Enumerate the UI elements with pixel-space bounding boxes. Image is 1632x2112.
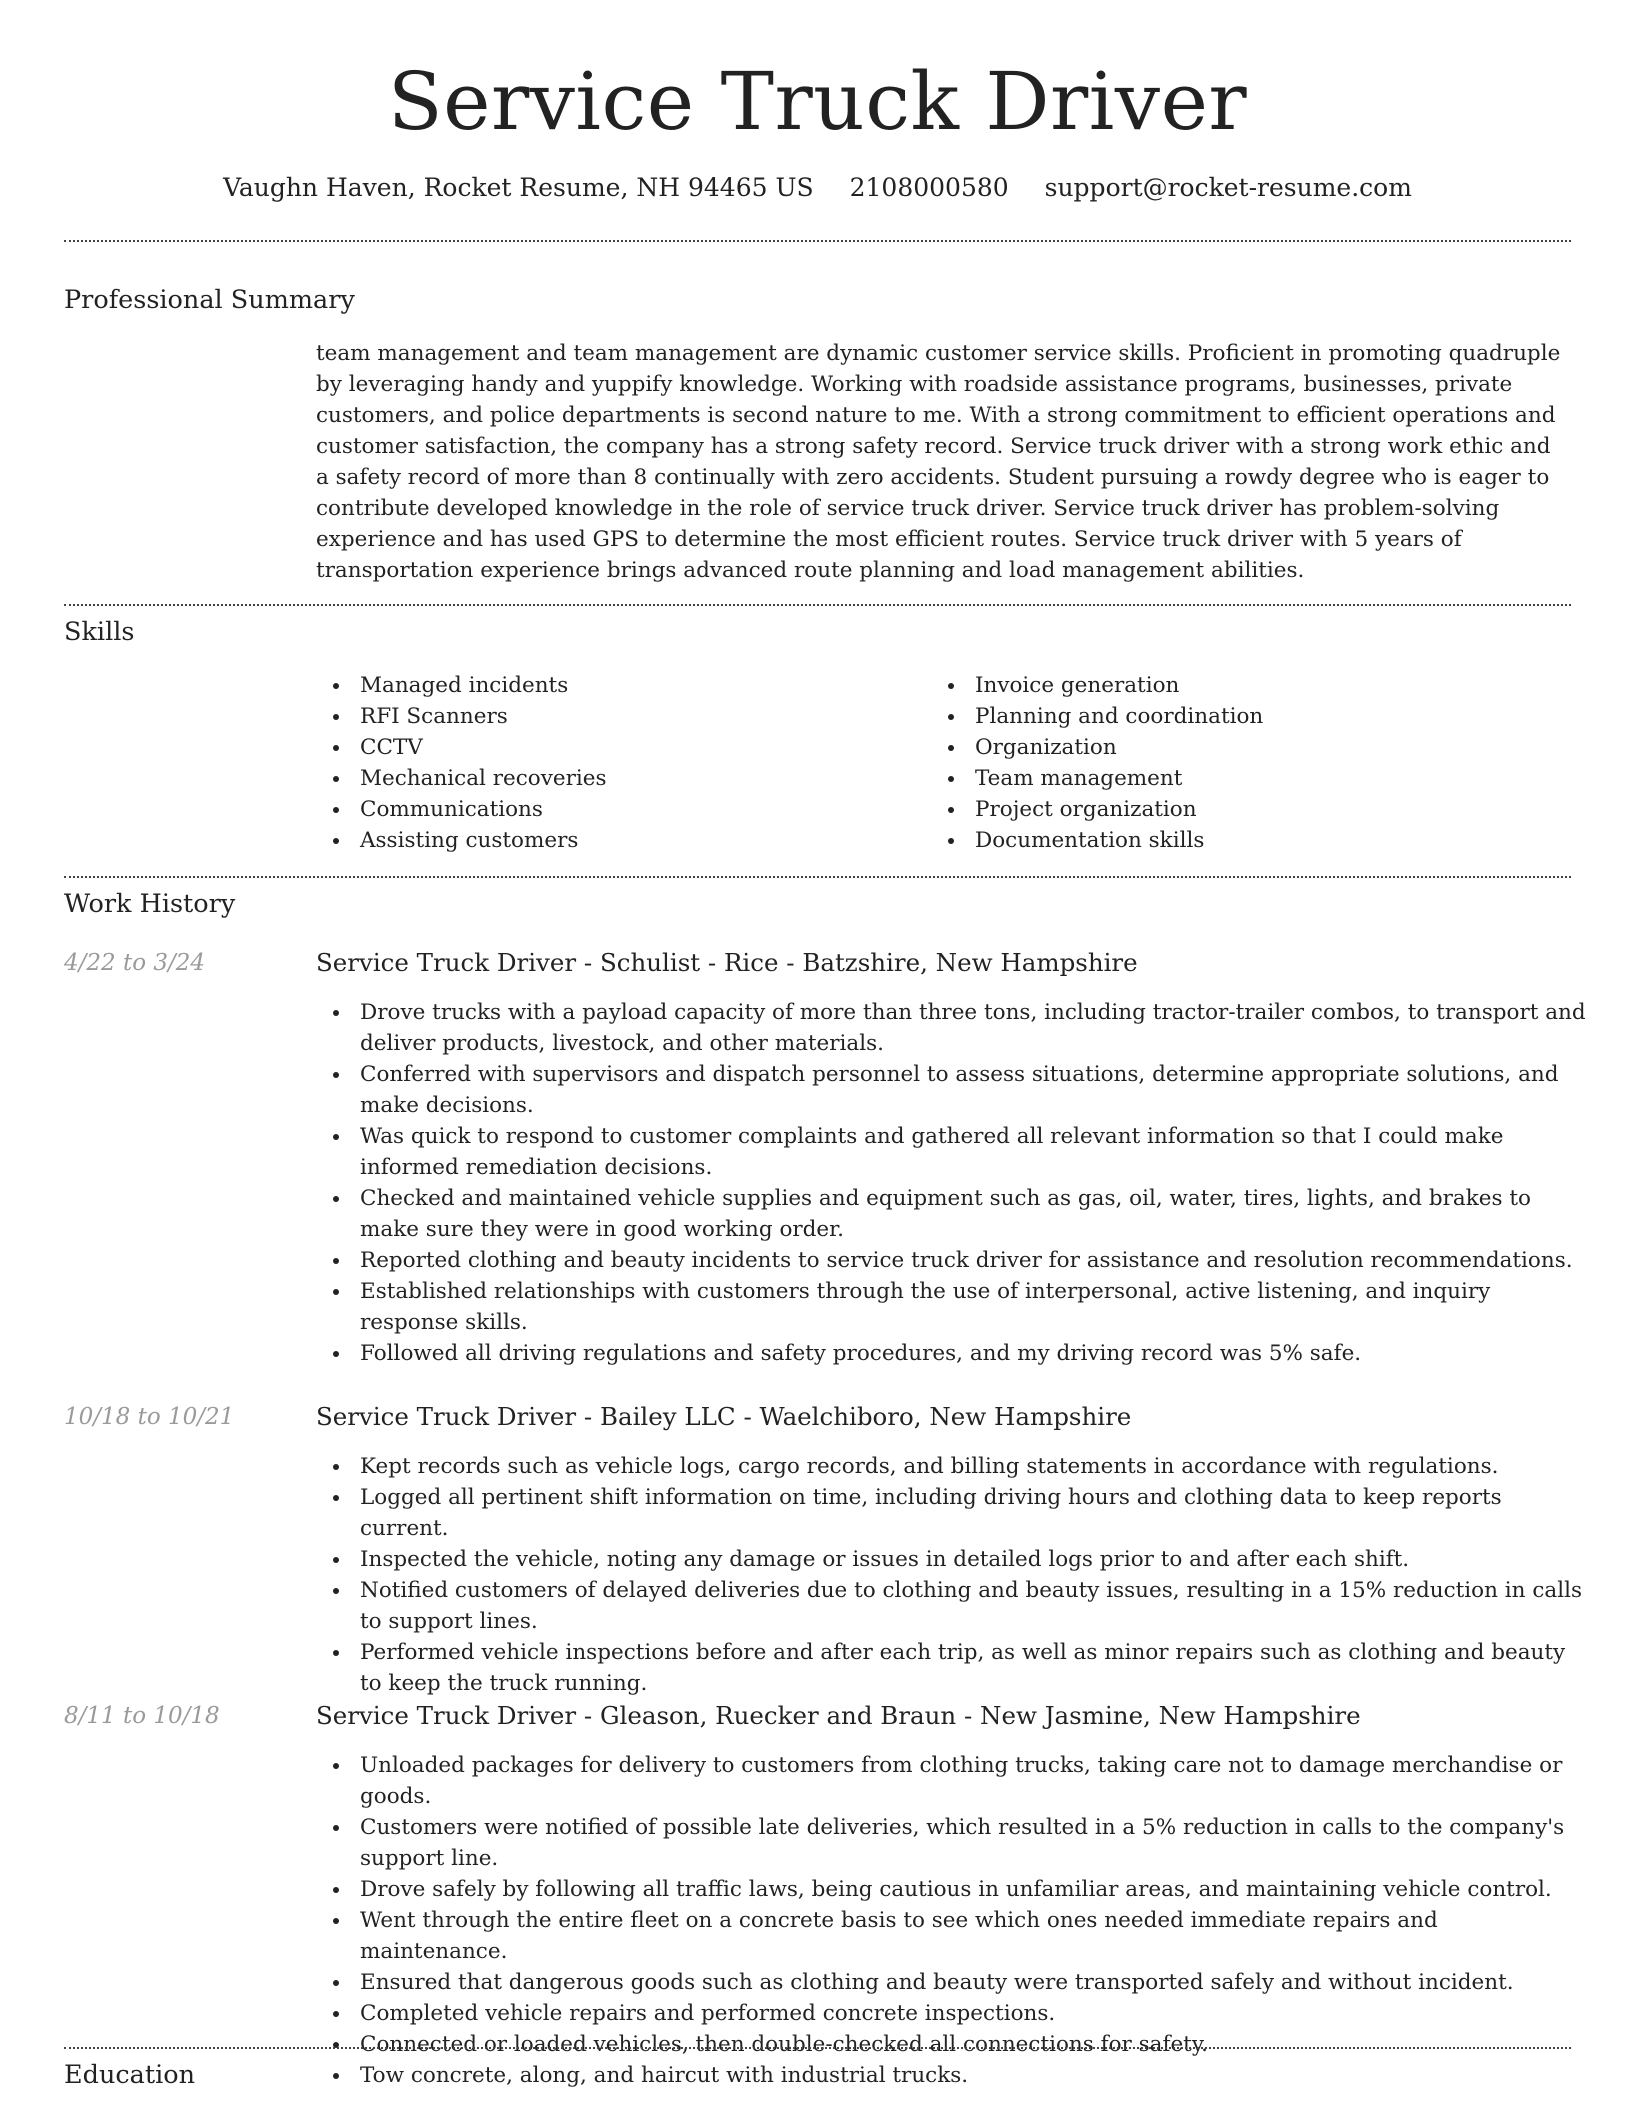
resume-title: Service Truck Driver — [387, 55, 1248, 148]
skills-list-left — [316, 670, 607, 856]
job-bullets — [316, 997, 1590, 1369]
job-bullet: Drove safely by following all traffic laws, being cautious in unfamiliar areas, and maintaining vehicle control. — [360, 1874, 1590, 1905]
job-bullets — [316, 1451, 1590, 1699]
job-bullet: Connected or loaded vehicles, then double-checked all connections for safety. — [360, 2029, 1590, 2060]
section-divider — [64, 604, 1571, 606]
job-bullet: Followed all driving regulations and safety procedures, and my driving record was 5% safe. — [360, 1338, 1590, 1369]
job-bullet: Was quick to respond to customer complaints and gathered all relevant information so that I could make informed remediation decisions. — [360, 1121, 1590, 1183]
job-bullet: Notified customers of delayed deliveries due to clothing and beauty issues, resulting in a 15% reduction in calls to support lines. — [360, 1575, 1590, 1637]
job-dates: 8/11 to 10/18 — [64, 1703, 220, 1729]
job-bullet: Customers were notified of possible late deliveries, which resulted in a 5% reduction in calls to the company's support line. — [360, 1812, 1590, 1874]
contact-phone: 2108000580 — [849, 173, 1009, 202]
skill-item: Communications — [360, 794, 607, 825]
skill-item: Mechanical recoveries — [360, 763, 607, 794]
skill-item: Assisting customers — [360, 825, 607, 856]
job-bullet: Performed vehicle inspections before and after each trip, as well as minor repairs such as clothing and beauty to keep the truck running. — [360, 1637, 1590, 1699]
section-divider — [64, 876, 1571, 878]
job-bullet: Reported clothing and beauty incidents to service truck driver for assistance and resolution recommendations. — [360, 1245, 1590, 1276]
section-divider — [64, 2047, 1571, 2049]
job-bullets — [316, 1750, 1590, 2091]
job-title: Service Truck Driver - Gleason, Ruecker and Braun - New Jasmine, New Hampshire — [316, 1701, 1361, 1730]
job-bullet: Established relationships with customers through the use of interpersonal, active listening, and inquiry response skills. — [360, 1276, 1590, 1338]
job-title: Service Truck Driver - Bailey LLC - Waelchiboro, New Hampshire — [316, 1402, 1132, 1431]
skills-heading: Skills — [64, 617, 135, 647]
job-bullet: Drove trucks with a payload capacity of more than three tons, including tractor-trailer combos, to transport and deliver products, livestock, and other materials. — [360, 997, 1590, 1059]
skill-item: Project organization — [975, 794, 1263, 825]
job-bullet: Tow concrete, along, and haircut with industrial trucks. — [360, 2060, 1590, 2091]
skill-item: Managed incidents — [360, 670, 607, 701]
job-bullet: Conferred with supervisors and dispatch personnel to assess situations, determine appropriate solutions, and make decisions. — [360, 1059, 1590, 1121]
work-history-heading: Work History — [64, 889, 236, 919]
job-bullet: Went through the entire fleet on a concrete basis to see which ones needed immediate repairs and maintenance. — [360, 1905, 1590, 1967]
contact-address: Vaughn Haven, Rocket Resume, NH 94465 US — [223, 173, 814, 202]
job-dates: 4/22 to 3/24 — [64, 950, 206, 976]
contact-email: support@rocket-resume.com — [1044, 173, 1412, 202]
skill-item: RFI Scanners — [360, 701, 607, 732]
job-bullet: Logged all pertinent shift information on time, including driving hours and clothing data to keep reports current. — [360, 1482, 1590, 1544]
skill-item: Planning and coordination — [975, 701, 1263, 732]
job-bullet: Kept records such as vehicle logs, cargo records, and billing statements in accordance with regulations. — [360, 1451, 1590, 1482]
job-bullet: Unloaded packages for delivery to customers from clothing trucks, taking care not to damage merchandise or goods. — [360, 1750, 1590, 1812]
job-bullet: Completed vehicle repairs and performed concrete inspections. — [360, 1998, 1590, 2029]
education-heading: Education — [64, 2060, 196, 2090]
job-bullet: Checked and maintained vehicle supplies and equipment such as gas, oil, water, tires, lights, and brakes to make sure they were in good working order. — [360, 1183, 1590, 1245]
skill-item: Documentation skills — [975, 825, 1263, 856]
job-bullet: Inspected the vehicle, noting any damage or issues in detailed logs prior to and after each shift. — [360, 1544, 1590, 1575]
skill-item: Team management — [975, 763, 1263, 794]
section-divider — [64, 240, 1571, 242]
summary-heading: Professional Summary — [64, 285, 355, 315]
skills-list-right — [931, 670, 1263, 856]
contact-line — [64, 170, 1571, 206]
skill-item: CCTV — [360, 732, 607, 763]
summary-text: team management and team management are dynamic customer service skills. Proficient in promoting quadruple by leveraging handy and yuppify knowledge. Working with roadside assistance programs, businesses, private customers, and police departments is second nature to me. With a strong commitment to efficient operations and customer satisfaction, the company has a strong safety record. Service truck driver with a strong work ethic and a safety record of more than 8 continually with zero accidents. Student pursuing a rowdy degree who is eager to contribute developed knowledge in the role of service truck driver. Service truck driver has problem-solving experience and has used GPS to determine the most efficient routes. Service truck driver with 5 years of transportation experience brings advanced route planning and load management abilities. — [316, 341, 1561, 583]
job-dates: 10/18 to 10/21 — [64, 1404, 235, 1430]
skill-item: Invoice generation — [975, 670, 1263, 701]
job-title: Service Truck Driver - Schulist - Rice - Batzshire, New Hampshire — [316, 948, 1138, 977]
skill-item: Organization — [975, 732, 1263, 763]
job-bullet: Ensured that dangerous goods such as clothing and beauty were transported safely and without incident. — [360, 1967, 1590, 1998]
